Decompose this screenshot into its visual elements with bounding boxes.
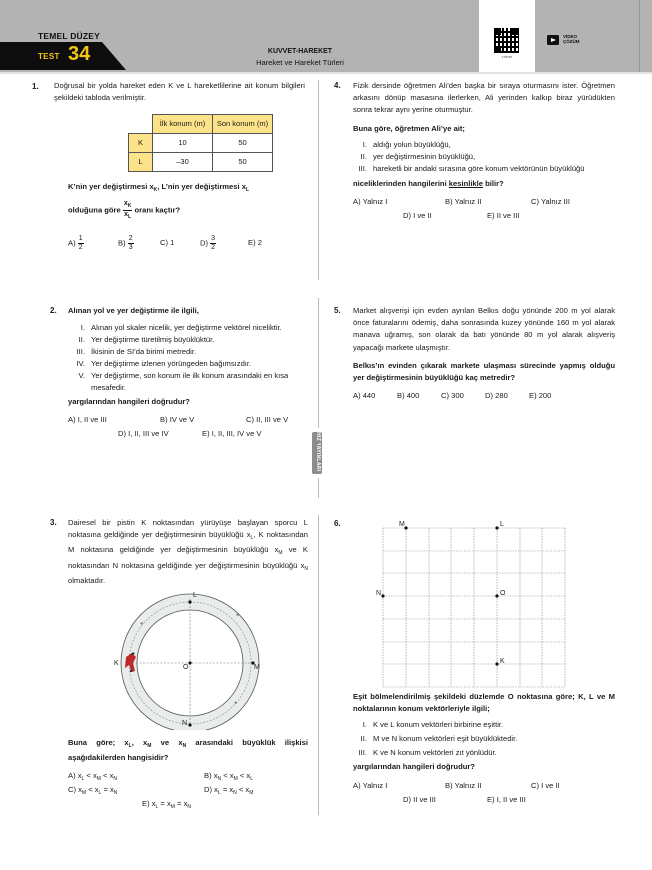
roman-numeral: V. — [78, 371, 85, 381]
header-shadow — [0, 72, 652, 74]
point-label-n: N — [376, 590, 382, 597]
roman-numeral: II. — [360, 151, 367, 161]
subscript: L — [245, 187, 249, 193]
subscript: M — [147, 743, 152, 749]
prompt-text: olduğuna göre — [68, 205, 121, 215]
statement-item — [71, 358, 308, 370]
subscript: N — [182, 743, 187, 749]
question-number: 1. — [32, 82, 39, 91]
question-prompt — [353, 178, 615, 190]
option-letter: E) — [248, 238, 256, 247]
text-part: ve K noktasından N noktasına geldiğinde yer değiştirmesinin büyüklüğü x — [68, 545, 308, 570]
option-letter: B) — [118, 238, 126, 248]
column-divider — [318, 80, 319, 280]
statement-list — [353, 719, 615, 759]
table-row — [129, 134, 273, 153]
question-number: 5. — [334, 306, 341, 315]
question-prompt: Eşit bölmelendirilmiş şekildeki düzlemde O noktasına göre; K, L ve M noktalarının konum vektörleriyle ilgili; — [353, 692, 615, 714]
options-row — [68, 784, 308, 798]
question-prompt: Belkıs’ın evinden çıkarak markete ulaşması sürecinde yapmış olduğu yer değiştirmesinin büyüklüğü kaç metredir? — [353, 360, 615, 383]
option-d[interactable]: D) I ve II — [403, 211, 432, 221]
question-title: Alınan yol ve yer değiştirme ile ilgili, — [68, 306, 199, 315]
test-number: 34 — [68, 43, 91, 65]
table-cell: 10 — [153, 134, 213, 153]
option-letter: A) — [68, 238, 76, 248]
question-text: Market alışverişi için evden ayrılan Belkıs doğu yönünde 200 m yol alarak önce faturalarını ödemiş, daha sonrasında kuzey yönünde 160 m yol alarak manava uğramış, son olarak da batı yönünde 80 m yol alarak alışveriş yapacağı markete ulaşmıştır. — [353, 306, 615, 352]
publisher-name: HIZ YAYINLARI — [314, 432, 321, 472]
question-number: 2. — [50, 306, 57, 315]
question-1-options — [68, 232, 308, 252]
option-c[interactable]: C) I ve II — [531, 780, 560, 790]
roman-numeral: II. — [360, 734, 367, 744]
column-divider — [318, 478, 319, 498]
prompt-text: , L’nin yer değiştirmesi x — [157, 182, 246, 191]
option-b[interactable]: B) 400 — [397, 391, 420, 401]
topic-title: Hareket ve Hareket Türleri — [256, 58, 344, 67]
column-divider — [318, 515, 319, 815]
roman-numeral: III. — [358, 748, 367, 758]
point-label-l: L — [500, 521, 504, 528]
roman-numeral: I. — [80, 323, 85, 333]
frac-numerator: 2 — [128, 235, 133, 242]
roman-numeral: III. — [358, 163, 367, 173]
statement-item — [71, 370, 308, 394]
option-a[interactable]: A) Yalnız I — [353, 197, 388, 207]
question-3-prompt — [68, 737, 308, 812]
circular-track-figure — [100, 585, 280, 730]
options-row — [353, 794, 615, 806]
option-a[interactable] — [68, 235, 84, 252]
text-part: Buna göre; x — [68, 738, 129, 747]
question-2 — [50, 305, 308, 440]
text-part: , K noktasından M noktasına geldiğinde yer değiştirmesinin büyüklüğü x — [68, 530, 308, 555]
option-c[interactable]: C) 300 — [441, 391, 464, 401]
option-d[interactable]: D) $x_L = x_N < x_M$ — [204, 785, 254, 797]
header-edge-divider — [639, 0, 640, 72]
statement-item — [353, 151, 615, 163]
subscript: L — [250, 535, 254, 542]
point-label-k: K — [500, 658, 505, 665]
text-part: arasındaki büyüklük ilişkisi aşağıdakilerden hangisidir? — [68, 738, 308, 763]
roman-numeral: III. — [76, 347, 85, 357]
statement-text: K ve N konum vektörleri zıt yönlüdür. — [373, 748, 497, 758]
difficulty-level: TEMEL DÜZEY — [38, 31, 101, 41]
question-1 — [32, 80, 305, 104]
text-part: , x — [131, 738, 148, 747]
question-3 — [50, 517, 308, 587]
statement-text: İkisinin de SI’da birimi metredir. — [91, 347, 197, 357]
point-label-m: M — [399, 521, 405, 528]
question-prompt — [68, 737, 308, 764]
point-label-l: L — [193, 592, 197, 599]
roman-numeral: II. — [78, 335, 85, 345]
statement-list — [353, 139, 615, 175]
table-cell: 50 — [213, 153, 273, 172]
option-b[interactable]: B) Yalnız II — [445, 197, 482, 207]
option-d[interactable]: D) II ve III — [403, 794, 436, 804]
statement-item — [71, 322, 308, 334]
point-label-o: O — [500, 590, 506, 597]
roman-numeral: I. — [362, 139, 367, 149]
question-5 — [334, 305, 615, 402]
statement-text: Yer değiştirme türetilmiş büyüklüktür. — [91, 335, 215, 345]
column-divider — [318, 298, 319, 428]
page-header — [0, 0, 652, 72]
frac-numerator: 3 — [211, 235, 216, 242]
question-6 — [353, 691, 615, 806]
option-letter: C) — [160, 238, 169, 247]
option-e[interactable] — [248, 237, 262, 248]
frac-denominator: 2 — [211, 244, 216, 251]
question-text: Fizik dersinde öğretmen Ali’den başka bir sıraya oturmasını ister. Öğretmen arkasını dönüp masasına ilerlerken, Ali yerinden kalkıp biraz yürüdükten sonra tekrar aynı yerine oturmuştur. — [353, 81, 615, 115]
question-4 — [334, 80, 615, 222]
option-a[interactable]: A) Yalnız I — [353, 780, 388, 790]
question-text: Doğrusal bir yolda hareket eden K ve L hareketlilerine ait konum bilgileri şekildeki tabloda verilmiştir. — [54, 81, 305, 103]
subscript: L — [128, 743, 132, 749]
option-c[interactable]: C) $x_M < x_L = x_N$ — [68, 785, 118, 797]
text-part: olmaktadır. — [68, 575, 106, 585]
statement-text: yer değiştirmesinin büyüklüğü, — [373, 151, 476, 161]
option-d[interactable] — [200, 235, 216, 252]
option-c[interactable] — [160, 237, 174, 248]
test-label: TEST — [38, 52, 60, 61]
option-d[interactable]: D) 280 — [485, 391, 508, 401]
options-row — [353, 780, 615, 792]
options-row — [68, 428, 308, 440]
text-part: niceliklerinden hangilerini — [353, 178, 449, 188]
emphasis-text: kesinlikle — [448, 178, 483, 188]
option-b[interactable]: B) IV ve V — [160, 415, 195, 425]
statement-item — [353, 163, 615, 175]
question-6-number: 6. — [334, 519, 341, 528]
qr-code-box[interactable] — [479, 0, 535, 72]
subscript: K — [153, 187, 158, 193]
statement-list — [68, 322, 308, 394]
options-row — [68, 414, 308, 426]
fraction-xk-xl — [123, 200, 133, 221]
statement-item — [71, 346, 308, 358]
question-number: 4. — [334, 81, 341, 90]
video-solution-label — [563, 35, 580, 45]
options-row — [68, 770, 308, 784]
options-row — [68, 798, 308, 812]
subscript: N — [304, 565, 308, 572]
question-1-prompt — [68, 181, 308, 221]
statement-text: Yer değiştirme izlenen yörüngeden bağımsızdır. — [91, 359, 252, 369]
statement-text: aldığı yolun büyüklüğü, — [373, 139, 451, 149]
frac-denominator: x — [124, 211, 129, 218]
statement-item — [353, 733, 615, 745]
option-e[interactable]: E) II ve III — [487, 211, 520, 221]
qr-code-icon[interactable] — [494, 28, 519, 53]
question-prompt: yargılarından hangileri doğrudur? — [68, 397, 190, 407]
frac-numerator: 1 — [78, 235, 83, 242]
table-row — [129, 153, 273, 172]
statement-text: Alınan yol skaler nicelik, yer değiştirme vektörel niceliktir. — [91, 323, 282, 333]
statement-text: hareketli bir andaki sırasına göre konum vektörünün büyüklüğü — [373, 163, 585, 173]
option-e[interactable]: E) I, II ve III — [487, 794, 526, 804]
statement-item — [353, 139, 615, 151]
point-label-o: O — [183, 664, 189, 671]
point-label-m: M — [254, 664, 260, 671]
statement-item — [71, 334, 308, 346]
frac-numerator: x — [123, 200, 128, 207]
grid-figure — [370, 515, 570, 690]
video-solution-button[interactable] — [547, 35, 580, 45]
prompt-text: oranı kaçtır? — [134, 205, 181, 215]
table-corner — [129, 115, 153, 134]
option-a[interactable]: A) $x_L < x_M < x_N$ — [68, 771, 117, 783]
option-letter: D) — [200, 238, 209, 248]
options-row — [353, 390, 615, 402]
option-e[interactable]: E) $x_L = x_M = x_N$ — [142, 799, 191, 811]
statement-text: K ve L konum vektörleri birbirine eşittir. — [373, 720, 504, 730]
subscript: M — [278, 550, 283, 557]
video-label-line2: ÇÖZÜM — [563, 39, 580, 44]
publisher-side-label — [312, 432, 322, 474]
roman-numeral: IV. — [76, 359, 85, 369]
options-row — [353, 210, 615, 222]
statement-item — [353, 719, 615, 731]
option-b[interactable]: B) $x_N < x_M < x_L$ — [204, 771, 253, 783]
option-e[interactable]: E) I, II, III, IV ve V — [202, 429, 262, 439]
statement-text: Yer değiştirme, son konum ile ilk konum arasındaki en kısa mesafedir. — [91, 371, 289, 393]
table-cell: 50 — [213, 134, 273, 153]
row-label: K — [129, 134, 153, 153]
option-c[interactable]: C) II, III ve V — [246, 415, 289, 425]
frac-denominator: 3 — [128, 244, 133, 251]
row-label: L — [129, 153, 153, 172]
text-part: bilir? — [483, 178, 504, 188]
text-part: Dairesel bir pistin K noktasından yürüyüşe başlayan sporcu L noktasına geldiğinde yer değiştirmesinin büyüklüğü x — [68, 518, 308, 540]
option-a[interactable]: A) I, II ve III — [68, 415, 107, 425]
table-header: İlk konum (m) — [153, 115, 213, 134]
frac-denominator: 2 — [78, 244, 83, 251]
question-number: 3. — [50, 518, 57, 527]
roman-numeral: I. — [362, 720, 367, 730]
option-a[interactable]: A) 440 — [353, 391, 376, 401]
table-cell: –30 — [153, 153, 213, 172]
option-c[interactable]: C) Yalnız III — [531, 197, 570, 207]
option-b[interactable]: B) Yalnız II — [445, 780, 482, 790]
option-value: 2 — [257, 238, 262, 247]
statement-item — [353, 747, 615, 759]
options-row — [353, 196, 615, 208]
play-icon — [547, 35, 559, 45]
position-table — [128, 114, 273, 172]
option-d[interactable]: D) I, II, III ve IV — [118, 429, 169, 439]
table-header: Son konum (m) — [213, 115, 273, 134]
question-lead: Buna göre, öğretmen Ali’ye ait; — [353, 123, 465, 133]
prompt-text: K’nin yer değiştirmesi x — [68, 182, 154, 191]
text-part: ve x — [151, 738, 183, 747]
statement-text: M ve N konum vektörleri eşit büyüklüktedir. — [373, 734, 518, 744]
test-tab — [0, 42, 126, 70]
subscript: K — [127, 203, 132, 209]
question-text — [68, 517, 308, 587]
qr-code-caption: 178726 — [501, 55, 512, 59]
option-e[interactable]: E) 200 — [529, 391, 552, 401]
video-label-line1: VİDEO — [563, 34, 578, 40]
option-value: 1 — [170, 238, 175, 247]
option-b[interactable] — [118, 235, 134, 252]
subscript: L — [128, 214, 132, 220]
subject-title: KUVVET-HAREKET — [267, 48, 333, 55]
question-question: yargılarından hangileri doğrudur? — [353, 762, 475, 772]
point-label-k: K — [114, 660, 119, 667]
point-label-n: N — [182, 720, 188, 727]
